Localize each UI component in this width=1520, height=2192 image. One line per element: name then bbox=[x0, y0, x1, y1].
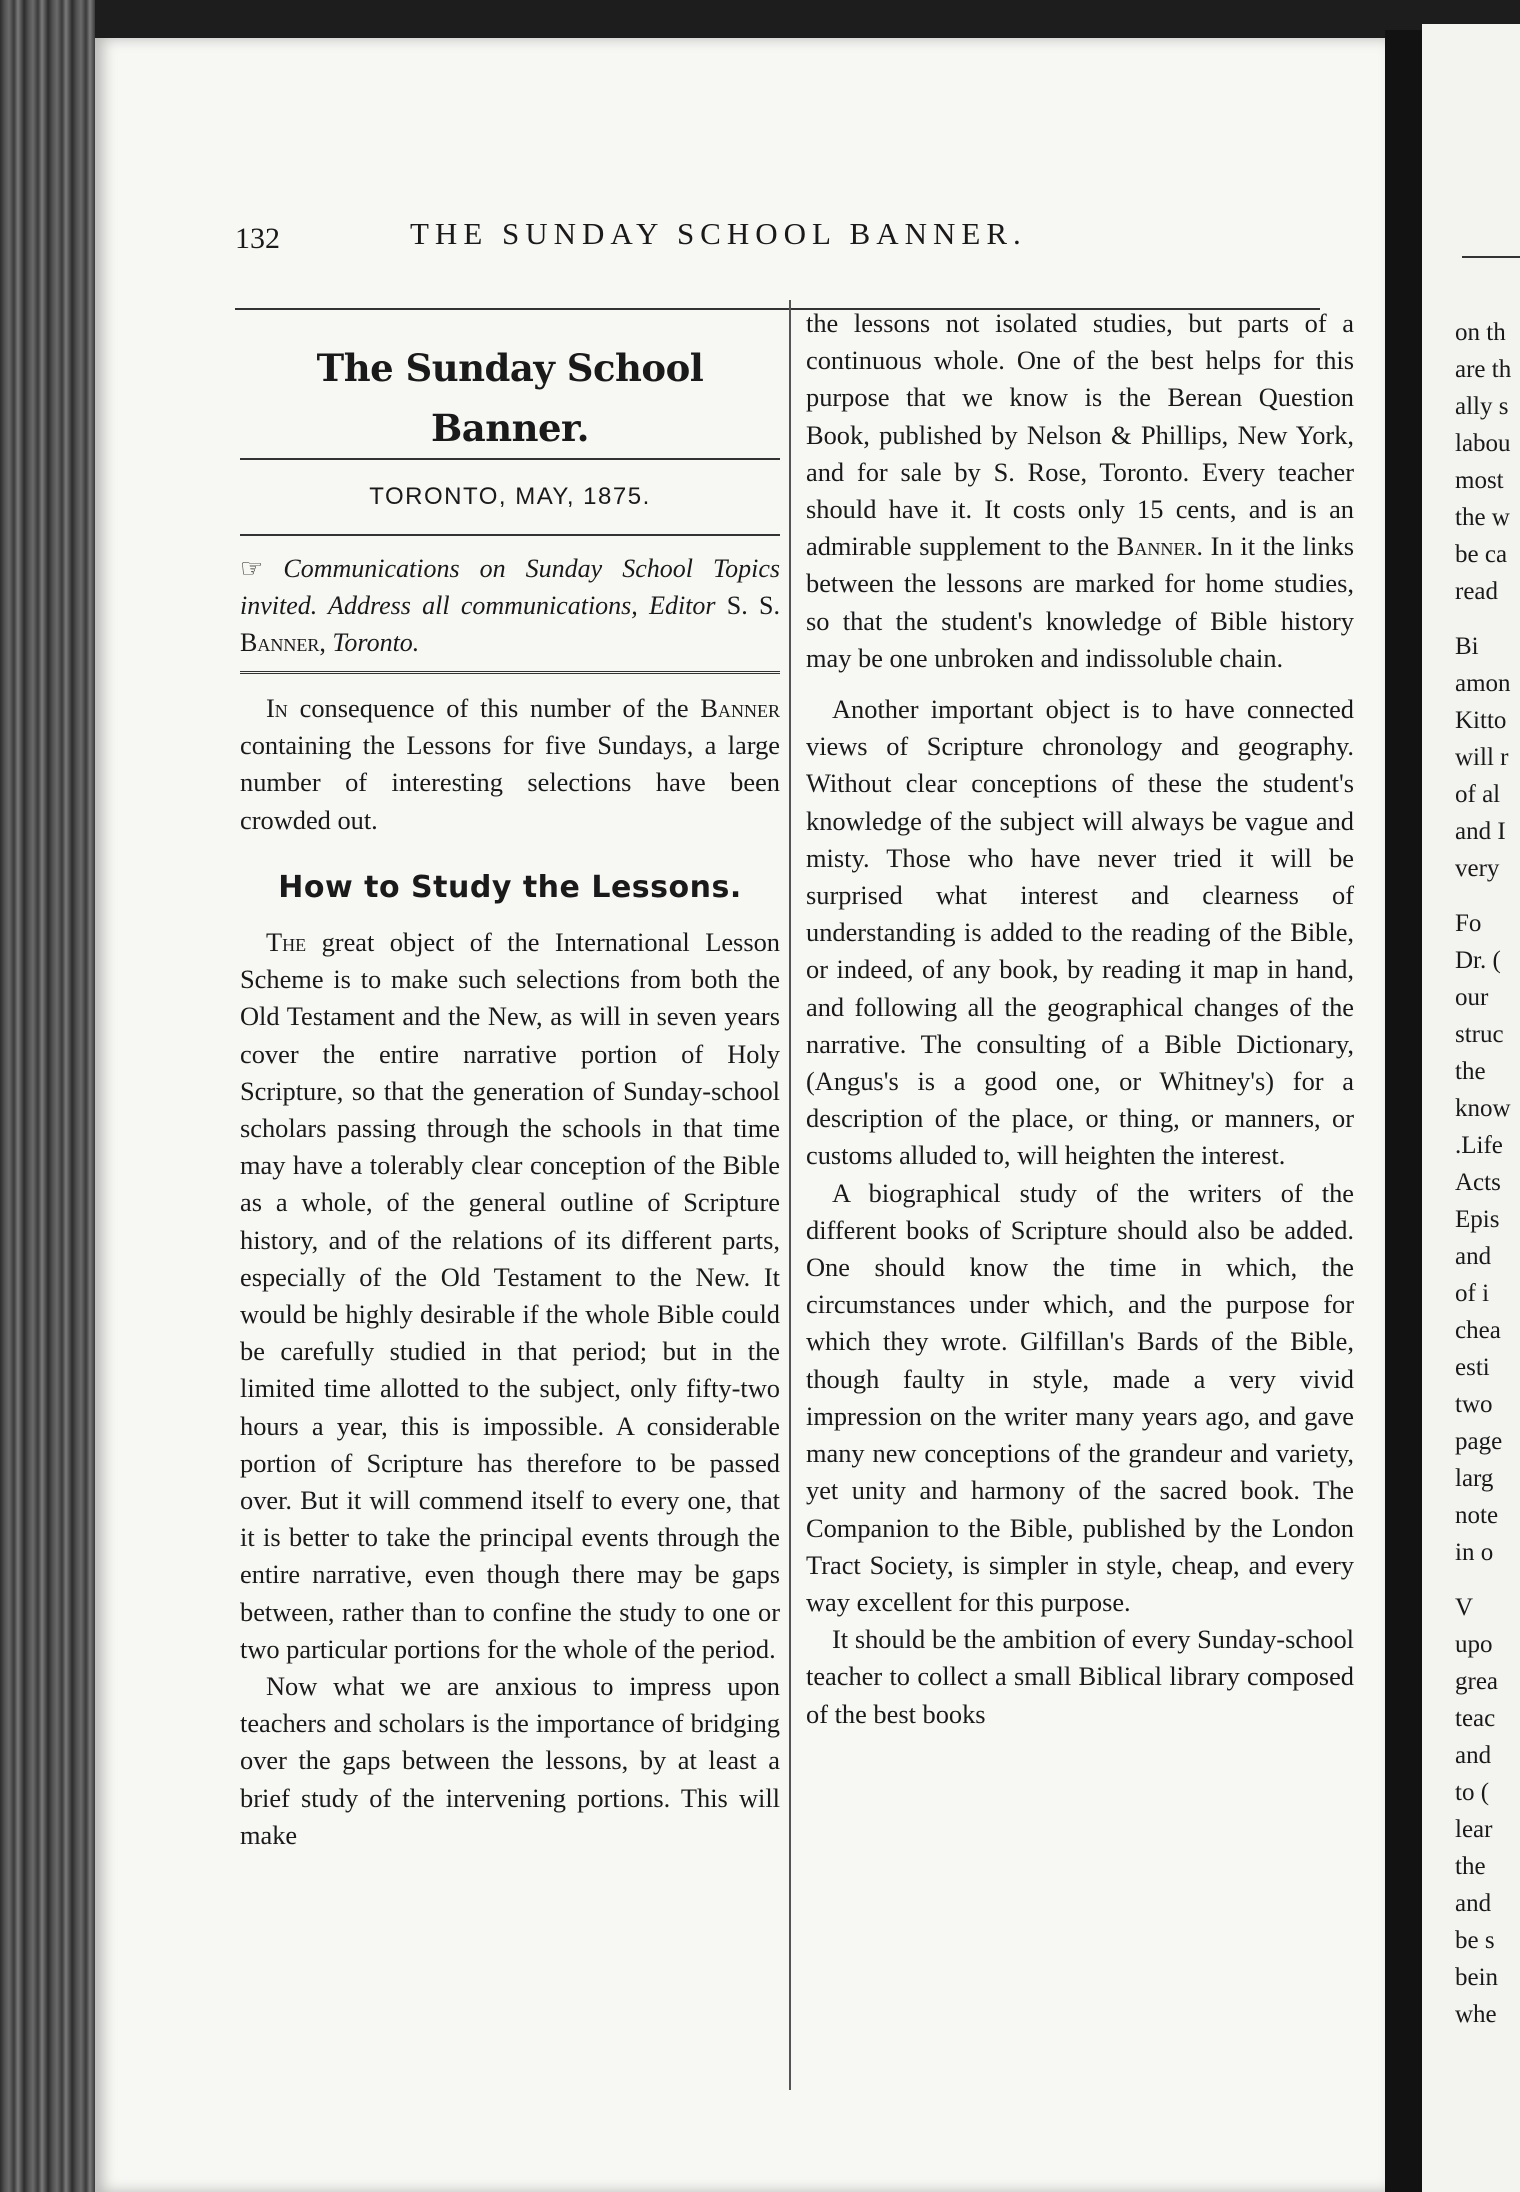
facing-page-line: know bbox=[1455, 1095, 1511, 1122]
facing-page-line: and I bbox=[1455, 818, 1506, 845]
facing-page-line: .Life bbox=[1455, 1132, 1503, 1159]
intro-paragraph bbox=[240, 690, 780, 839]
facing-page-line: Fo bbox=[1455, 910, 1482, 937]
facing-page-line: esti bbox=[1455, 1354, 1490, 1381]
facing-page-line: Bi bbox=[1455, 633, 1479, 660]
dateline-rule bbox=[240, 534, 780, 536]
facing-page-line: and bbox=[1455, 1742, 1492, 1769]
facing-page-line: our bbox=[1455, 984, 1489, 1011]
facing-page-line: ally s bbox=[1455, 393, 1509, 420]
facing-page-line: struc bbox=[1455, 1021, 1504, 1048]
notice-rule bbox=[240, 671, 780, 676]
facing-page-line: in o bbox=[1455, 1539, 1494, 1566]
left-column bbox=[240, 324, 780, 1854]
article-heading: How to Study the Lessons. bbox=[278, 869, 742, 905]
facing-page-line: on th bbox=[1455, 319, 1506, 346]
editorial-notice bbox=[240, 550, 780, 661]
facing-page-line: and bbox=[1455, 1243, 1492, 1270]
page-gutter bbox=[1385, 30, 1422, 2192]
right-column bbox=[806, 305, 1354, 1733]
page-header bbox=[235, 216, 1305, 272]
notice-text: Communications on Sunday School Topics invited. Address all communications, Editor bbox=[240, 554, 781, 620]
r1-text-end: . In it the links between the lessons are marked for home studies, so that the student's knowledge of Bible history may be one unbroken and indissoluble chain. bbox=[806, 531, 1354, 673]
facing-page-line: bein bbox=[1455, 1964, 1499, 1991]
facing-page-line: the bbox=[1455, 1853, 1486, 1880]
facing-page-line: Dr. ( bbox=[1455, 947, 1501, 974]
facing-page-line: and bbox=[1455, 1890, 1492, 1917]
facing-page-line: grea bbox=[1455, 1668, 1499, 1695]
facing-page-line: to ( bbox=[1455, 1779, 1490, 1806]
book-binding bbox=[0, 0, 95, 2192]
facing-page-line: most bbox=[1455, 467, 1504, 494]
r1-text: the lessons not isolated studies, but parts of a continuous whole. One of the best helps for this purpose that we know is the Berean Question Book, published by Nelson & Phillips, New York, and for sale by S. Rose, Toronto. Every teacher should have it. It costs only 15 cents, and is an admirable supplement to the bbox=[806, 308, 1354, 562]
right-paragraph-3: A biographical study of the writers of the different books of Scripture should also be added. One should know the time in which, the circumstances under which, and the purpose for which they wrote. Gilfillan's Bards of the Bible, though faulty in style, made a very vivid impression on the writer many years ago, and gave many new conceptions of the grandeur and variety, yet unity and harmony of the sacred book. The Companion to the Bible, published by the London Tract Society, is simpler in style, cheap, and every way excellent for this purpose. bbox=[806, 1177, 1354, 1617]
page-number: 132 bbox=[235, 222, 280, 255]
facing-page-line: very bbox=[1455, 855, 1500, 882]
right-paragraph-4: It should be the ambition of every Sunday-school teacher to collect a small Biblical library composed of the best books bbox=[806, 1624, 1354, 1729]
facing-page-line: Epis bbox=[1455, 1206, 1500, 1233]
facing-page-line: will r bbox=[1455, 744, 1509, 771]
facing-page-line: read bbox=[1455, 578, 1499, 605]
facing-page-line: be ca bbox=[1455, 541, 1508, 568]
intro-banner: Banner bbox=[700, 693, 780, 723]
facing-page-line: the bbox=[1455, 1058, 1486, 1085]
facing-page-line: chea bbox=[1455, 1317, 1501, 1344]
facing-page-line: are th bbox=[1455, 356, 1512, 383]
facing-page-line: Kitto bbox=[1455, 707, 1507, 734]
facing-page-fragments bbox=[1455, 314, 1511, 2033]
facing-page-line: of i bbox=[1455, 1280, 1490, 1307]
pointing-hand-icon: ☞ bbox=[240, 554, 264, 583]
facing-page-line: page bbox=[1455, 1428, 1503, 1455]
intro-text-end: containing the Lessons for five Sundays, a large number of interesting selections have been crowded out. bbox=[240, 730, 780, 835]
r1-banner: Banner bbox=[1116, 531, 1197, 562]
notice-banner: S. S. Banner, bbox=[240, 591, 780, 657]
facing-page-line: note bbox=[1455, 1502, 1499, 1529]
facing-page-line: two bbox=[1455, 1391, 1493, 1418]
facing-page-line: whe bbox=[1455, 2001, 1497, 2028]
facing-page-edge bbox=[1422, 24, 1520, 2192]
facing-page-line: upo bbox=[1455, 1631, 1493, 1658]
article-paragraph-2: Now what we are anxious to impress upon teachers and scholars is the importance of bridging over the gaps between the lessons, by at least a brief study of the intervening portions. This will make bbox=[240, 1671, 780, 1850]
facing-page-line: labou bbox=[1455, 430, 1511, 457]
facing-page-line: of al bbox=[1455, 781, 1501, 808]
facing-page-line: the w bbox=[1455, 504, 1510, 531]
facing-page-line: V bbox=[1455, 1594, 1474, 1621]
running-head: THE SUNDAY SCHOOL BANNER. bbox=[410, 216, 1027, 251]
facing-page-line: lear bbox=[1455, 1816, 1493, 1843]
intro-initial: In bbox=[266, 693, 288, 723]
article-paragraph-1 bbox=[240, 924, 780, 1668]
column-divider bbox=[789, 300, 791, 2090]
facing-page-line: larg bbox=[1455, 1465, 1494, 1492]
dateline: TORONTO, MAY, 1875. bbox=[369, 483, 651, 510]
p1-text: great object of the International Lesson Scheme is to make such selections from both the Old Testament and the New, as will in seven years cover the entire narrative portion of Holy Scripture, so that the generation of Sunday-school scholars passing through the schools in that time may have a tolerably clear conception of the Bible as a whole, of the general outline of Scripture history, and of the relations of its different parts, especially of the Old Testament to the New. It would be highly desirable if the whole Bible could be carefully studied in that period; but in the limited time allotted to the subject, only fifty-two hours a year, this is impossible. A considerable portion of Scripture has therefore to be passed over. But it will commend itself to every one, that it is better to take the principal events through the entire narrative, even though there may be gaps between, rather than to confine the study to one or two particular portions for the whole of the period. bbox=[240, 927, 780, 1664]
facing-page-line: be s bbox=[1455, 1927, 1495, 1954]
facing-page-line: Acts bbox=[1455, 1169, 1501, 1196]
facing-page-line: amon bbox=[1455, 670, 1511, 697]
right-paragraph-1 bbox=[806, 305, 1354, 677]
facing-page-rule bbox=[1462, 256, 1520, 258]
p1-initial: The bbox=[266, 927, 307, 958]
notice-city: Toronto. bbox=[332, 628, 420, 657]
facing-page-line: teac bbox=[1455, 1705, 1496, 1732]
masthead-title: The Sunday School Banner. bbox=[316, 346, 704, 450]
intro-text: consequence of this number of the bbox=[287, 693, 701, 723]
right-paragraph-2: Another important object is to have connected views of Scripture chronology and geography. Without clear conceptions of these the student's knowledge of the subject will always be vague and misty. Those who have never tried it will be surprised what interest and clearness of understanding is added to the reading of the Bible, or indeed, of any book, by reading it map in hand, and following all the geographical changes of the narrative. The consulting of a Bible Dictionary, (Angus's is a good one, or Whitney's) for a description of the place, or thing, or manners, or customs alluded to, will heighten the interest. bbox=[806, 694, 1354, 1171]
